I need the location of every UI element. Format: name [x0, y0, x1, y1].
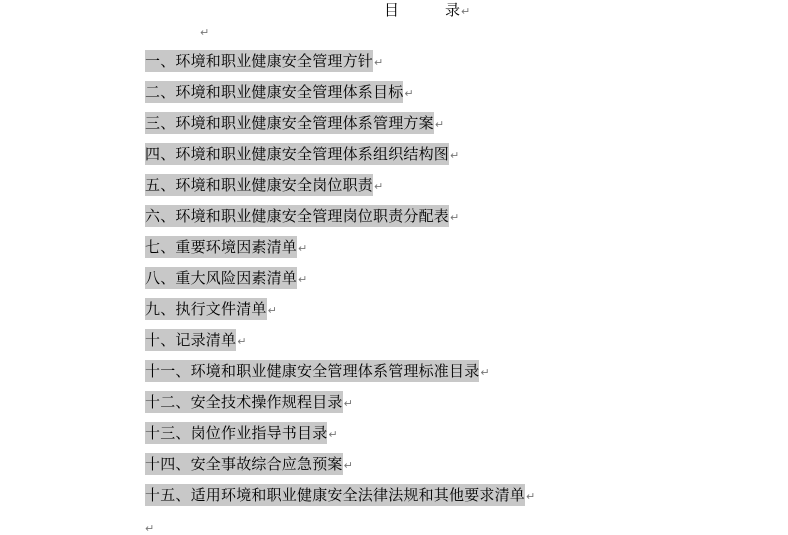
- toc-entry[interactable]: [145, 81, 535, 112]
- paragraph-mark-icon: ↵: [374, 56, 384, 69]
- toc-entry-text: 八、重大风险因素清单: [145, 269, 298, 287]
- toc-entry[interactable]: [145, 453, 535, 484]
- paragraph-mark-icon: ↵: [374, 180, 384, 193]
- toc-entry-text: 十一、环境和职业健康安全管理体系管理标准目录: [145, 362, 480, 380]
- paragraph-mark-icon: ↵: [480, 366, 490, 379]
- toc-entry-text: 六、环境和职业健康安全管理岗位职责分配表: [145, 207, 450, 225]
- toc-entry-text: 十四、安全事故综合应急预案: [145, 455, 343, 473]
- toc-entry-text: 四、环境和职业健康安全管理体系组织结构图: [145, 145, 450, 163]
- paragraph-mark-icon: ↵: [328, 428, 338, 441]
- title-char-left: 目: [384, 1, 400, 19]
- table-of-contents: [145, 50, 535, 515]
- toc-entry[interactable]: [145, 236, 535, 267]
- toc-entry[interactable]: [145, 360, 535, 391]
- paragraph-mark-icon: ↵: [237, 335, 247, 348]
- toc-entry[interactable]: [145, 50, 535, 81]
- paragraph-mark-icon: ↵: [298, 273, 308, 286]
- paragraph-mark-icon: ↵: [267, 304, 277, 317]
- toc-entry-text: 七、重要环境因素清单: [145, 238, 298, 256]
- toc-entry[interactable]: [145, 391, 535, 422]
- paragraph-mark-icon: ↵: [434, 118, 445, 131]
- paragraph-mark-icon: ↵: [298, 242, 308, 255]
- toc-entry[interactable]: [145, 422, 535, 453]
- paragraph-mark-icon: ↵: [450, 149, 460, 162]
- document-title: [384, 1, 470, 21]
- toc-entry[interactable]: [145, 112, 535, 143]
- toc-entry-text: 五、环境和职业健康安全岗位职责: [145, 176, 374, 194]
- toc-entry-text: 十、记录清单: [145, 331, 237, 349]
- toc-entry-text: 十三、岗位作业指导书目录: [145, 424, 328, 442]
- paragraph-mark-icon: ↵: [145, 522, 155, 535]
- toc-entry-text: 九、执行文件清单: [145, 300, 267, 318]
- toc-entry-text: 二、环境和职业健康安全管理体系目标: [145, 83, 404, 101]
- toc-entry-text: 三、环境和职业健康安全管理体系管理方案: [145, 114, 434, 132]
- paragraph-mark-icon: ↵: [461, 5, 471, 18]
- toc-entry-text: 一、环境和职业健康安全管理方针: [145, 52, 374, 70]
- toc-entry[interactable]: [145, 143, 535, 174]
- toc-entry-text: 十二、安全技术操作规程目录: [145, 393, 343, 411]
- toc-entry[interactable]: [145, 329, 535, 360]
- paragraph-mark-icon: ↵: [200, 26, 210, 39]
- toc-entry[interactable]: [145, 205, 535, 236]
- toc-entry-text: 十五、适用环境和职业健康安全法律法规和其他要求清单: [145, 486, 526, 504]
- toc-entry[interactable]: [145, 298, 535, 329]
- paragraph-mark-icon: ↵: [343, 397, 353, 410]
- paragraph-mark-icon: ↵: [450, 211, 460, 224]
- title-char-right: 录: [445, 1, 461, 19]
- toc-entry[interactable]: [145, 484, 535, 515]
- paragraph-mark-icon: ↵: [404, 87, 414, 100]
- paragraph-mark-icon: ↵: [343, 459, 353, 472]
- toc-entry[interactable]: [145, 267, 535, 298]
- toc-entry[interactable]: [145, 174, 535, 205]
- paragraph-mark-icon: ↵: [526, 490, 536, 503]
